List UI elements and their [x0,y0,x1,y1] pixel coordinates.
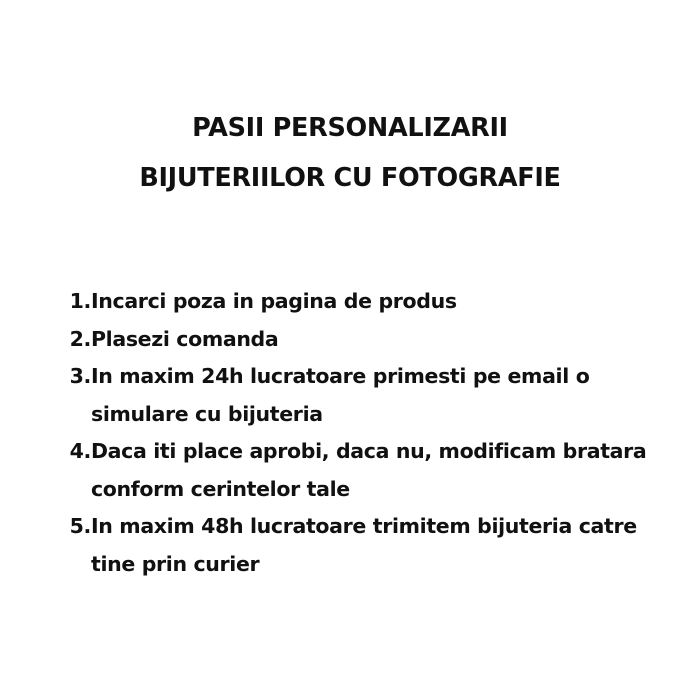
step-item-1 [66,283,686,321]
steps-list [66,283,686,583]
step-number: 2. [69,326,91,351]
step-item-2 [66,321,686,359]
title-line-1: PASII PERSONALIZARII [192,113,508,143]
step-item-5 [66,508,686,583]
step-text: In maxim 24h lucratoare primesti pe email o simulare cu bijuteria [91,364,590,426]
page-title [0,103,700,203]
step-item-3 [66,358,686,433]
title-line-2: BIJUTERIILOR CU FOTOGRAFIE [139,163,561,193]
step-number: 5. [69,514,91,538]
step-text: Incarci poza in pagina de produs [91,289,457,313]
step-text: Plasezi comanda [91,326,279,351]
step-number: 3. [69,364,91,388]
step-text: In maxim 48h lucratoare trimitem bijuteria catre tine prin curier [91,514,637,576]
step-number: 1. [69,289,91,313]
step-number: 4. [69,439,91,463]
step-text: Daca iti place aprobi, daca nu, modificam bratara conform cerintelor tale [91,439,647,501]
step-item-4 [66,433,686,508]
